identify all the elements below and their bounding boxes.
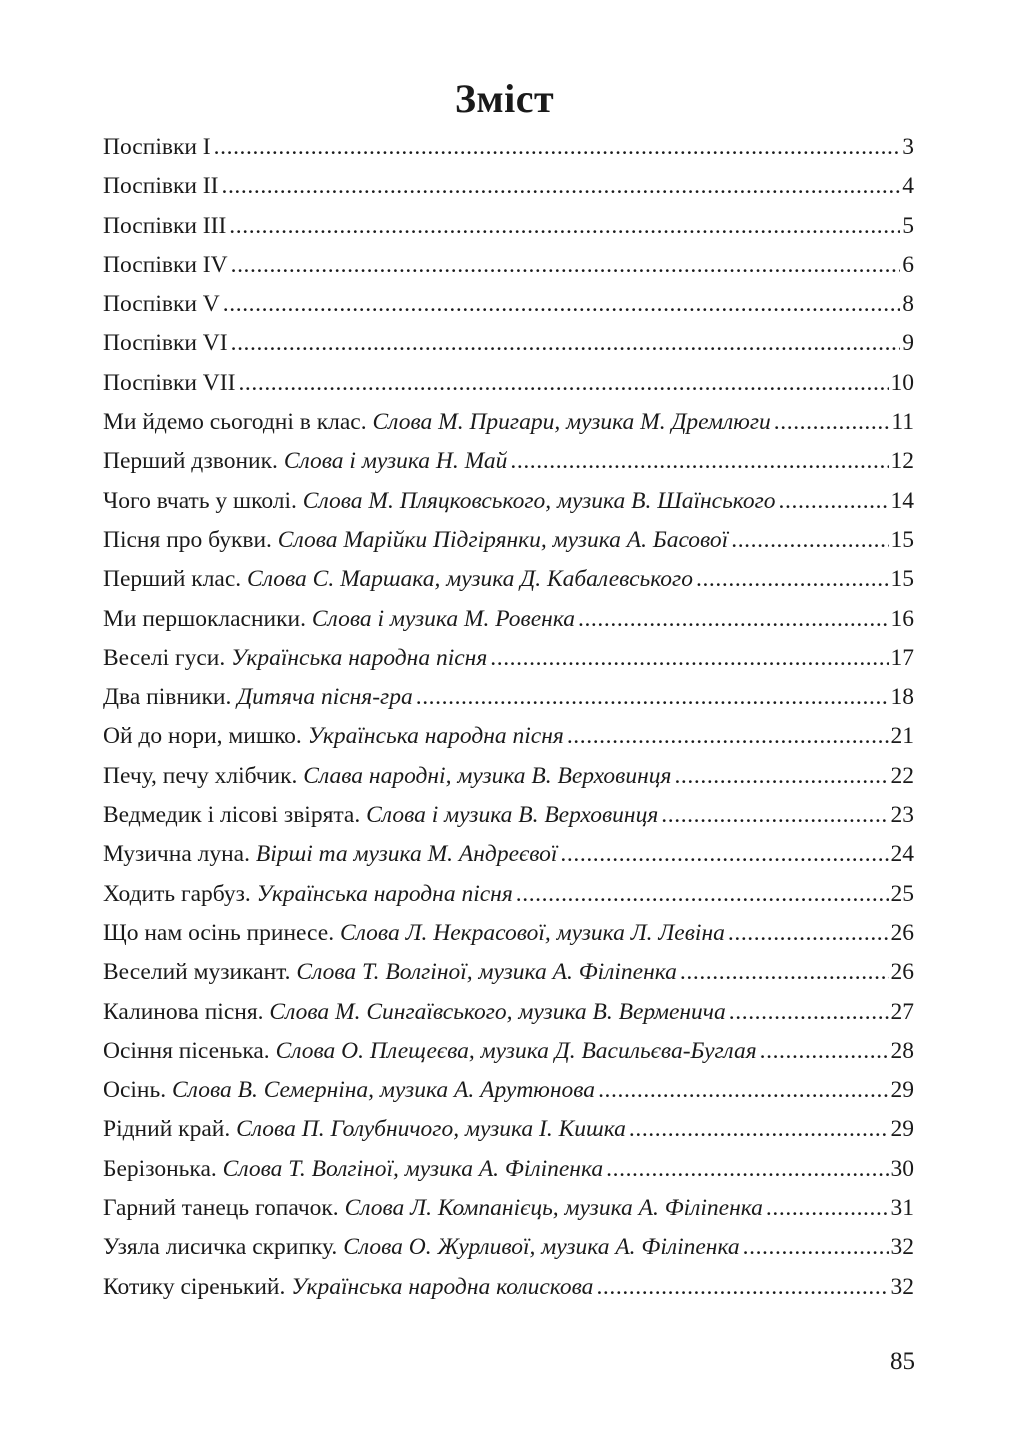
toc-entry-page: 32 <box>890 1234 914 1261</box>
toc-entry-credit: Слова Л. Компанієць, музика А. Філіпенка <box>344 1195 763 1222</box>
toc-entry-page: 10 <box>890 369 914 396</box>
toc-entry-credit: Слова С. Маршака, музика Д. Кабалевського <box>247 566 693 593</box>
toc-entry-text <box>103 207 226 246</box>
toc-entry-text <box>103 953 677 992</box>
toc-entry <box>103 560 914 599</box>
dot-leader <box>728 914 889 953</box>
toc-entry-text <box>103 442 507 481</box>
toc-entry-title: Поспівки II <box>103 173 219 200</box>
toc-entry-credit: Слова М. Пригари, музика М. Дремлюги <box>372 409 771 436</box>
toc-entry <box>103 246 914 285</box>
toc-entry-credit: Слова В. Семерніна, музика А. Арутюнова <box>171 1077 596 1104</box>
dot-leader <box>760 1032 889 1071</box>
toc-entry-title: Узяла лисичка скрипку. <box>103 1234 338 1261</box>
toc-entry-text <box>103 796 658 835</box>
toc-entry-text <box>103 1110 626 1149</box>
toc-entry-title: Ходить гарбуз. <box>103 880 251 907</box>
toc-entry-text <box>103 757 671 796</box>
toc-entry-title: Поспівки VI <box>103 330 228 357</box>
toc-entry-title: Рідний край. <box>103 1116 231 1143</box>
toc-entry <box>103 403 914 442</box>
toc-entry <box>103 678 914 717</box>
dot-leader <box>729 993 889 1032</box>
toc-entry-title: Музична луна. <box>103 841 250 868</box>
toc-entry <box>103 364 914 403</box>
toc-entry-page: 29 <box>890 1077 914 1104</box>
dot-leader <box>229 207 900 246</box>
toc-entry-text <box>103 678 413 717</box>
toc-entry-page: 14 <box>890 487 914 514</box>
toc-entry-title: Гарний танець гопачок. <box>103 1195 339 1222</box>
toc-entry <box>103 167 914 206</box>
toc-entry-title: Берізонька. <box>103 1155 217 1182</box>
toc-entry-title: Калинова пісня. <box>103 998 264 1025</box>
toc-entry-credit: Слова Т. Волгіної, музика А. Філіпенка <box>222 1155 604 1182</box>
toc-entry-credit: Слова М. Сингаївського, музика В. Верменича <box>269 998 726 1025</box>
dot-leader <box>774 403 890 442</box>
toc-entry-text <box>103 128 211 167</box>
toc-entry <box>103 442 914 481</box>
toc-entry <box>103 1071 914 1110</box>
toc-entry-credit: Слова Т. Волгіної, музика А. Філіпенка <box>296 959 677 986</box>
toc-entry-text <box>103 364 235 403</box>
dot-leader <box>578 600 889 639</box>
toc-entry <box>103 285 914 324</box>
toc-entry-text <box>103 246 228 285</box>
toc-entry-text <box>103 1228 740 1267</box>
dot-leader <box>416 678 889 717</box>
toc-entry-title: Пісня про букви. <box>103 526 272 553</box>
toc-entry-page: 32 <box>890 1273 914 1300</box>
toc-entry <box>103 796 914 835</box>
dot-leader <box>221 167 900 206</box>
toc-entry-page: 18 <box>890 684 914 711</box>
toc-entry-page: 21 <box>890 723 914 750</box>
toc-entry-credit: Українська народна колискова <box>291 1273 594 1300</box>
toc-entry-page: 26 <box>890 959 914 986</box>
toc-entry-page: 28 <box>890 1037 914 1064</box>
dot-leader <box>598 1071 888 1110</box>
toc-entry-page: 15 <box>890 526 914 553</box>
toc-entry-title: Печу, печу хлібчик. <box>103 762 298 789</box>
toc-entry-credit: Вірші та музика М. Андреєвої <box>255 841 558 868</box>
toc-entry-page: 30 <box>890 1155 914 1182</box>
toc-entry-title: Ой до нори, мишко. <box>103 723 302 750</box>
toc-entry-title: Поспівки I <box>103 134 211 160</box>
toc-entry-page: 17 <box>890 644 914 671</box>
toc-entry-credit: Слова і музика М. Ровенка <box>311 605 575 632</box>
toc-entry-page: 9 <box>902 330 914 357</box>
toc-entry-title: Поспівки III <box>103 212 227 239</box>
toc-entry-text <box>103 1268 593 1307</box>
dot-leader <box>661 796 888 835</box>
toc-entry-page: 3 <box>902 134 914 160</box>
toc-entry-credit: Українська народна пісня <box>231 644 488 671</box>
toc-entry-title: Ми йдемо сьогодні в клас. <box>103 409 367 436</box>
toc-entry-title: Веселий музикант. <box>103 959 291 986</box>
toc-entry-title: Поспівки IV <box>103 251 228 278</box>
dot-leader <box>674 757 888 796</box>
dot-leader <box>231 246 901 285</box>
toc-entry-credit: Слова М. Пляцковського, музика В. Шаїнського <box>302 487 776 514</box>
toc-entry-page: 4 <box>902 173 914 200</box>
toc-entry <box>103 835 914 874</box>
dot-leader <box>223 285 900 324</box>
toc-entry <box>103 875 914 914</box>
toc-entry-title: Котику сіренький. <box>103 1273 286 1300</box>
toc-entry-page: 16 <box>890 605 914 632</box>
toc-entry-title: Перший клас. <box>103 566 242 593</box>
toc-entry-text <box>103 600 575 639</box>
toc-entry-text <box>103 1032 757 1071</box>
toc-entry-text <box>103 639 487 678</box>
toc-entry-text <box>103 403 771 442</box>
toc-entry-title: Осінь. <box>103 1077 167 1104</box>
toc-entry-page: 29 <box>890 1116 914 1143</box>
toc-entry-text <box>103 1189 763 1228</box>
toc-entry-text <box>103 285 220 324</box>
toc-entry-credit: Слова О. Плещеєва, музика Д. Васильєва-Буглая <box>275 1037 757 1064</box>
toc-entry-credit: Слова і музика В. Верховинця <box>366 802 659 829</box>
toc-entry <box>103 1268 914 1307</box>
toc-entry-text <box>103 167 218 206</box>
toc-entry-credit: Українська народна пісня <box>256 880 513 907</box>
toc-entry-title: Поспівки VII <box>103 369 236 396</box>
table-of-contents <box>103 128 914 1307</box>
toc-entry-page: 25 <box>890 880 914 907</box>
toc-entry <box>103 953 914 992</box>
toc-entry-credit: Слава народні, музика В. Верховинця <box>303 762 672 789</box>
toc-entry-text <box>103 1150 603 1189</box>
toc-entry <box>103 1189 914 1228</box>
dot-leader <box>766 1189 889 1228</box>
toc-entry-title: Ми першокласники. <box>103 605 306 632</box>
toc-entry-page: 8 <box>902 291 914 318</box>
toc-entry-page: 26 <box>890 919 914 946</box>
dot-leader <box>629 1110 889 1149</box>
toc-entry-text <box>103 482 776 521</box>
toc-entry-credit: Слова Л. Некрасової, музика Л. Левіна <box>339 919 725 946</box>
dot-leader <box>696 560 889 599</box>
toc-entry-page: 11 <box>891 409 914 436</box>
toc-entry <box>103 914 914 953</box>
dot-leader <box>560 835 888 874</box>
page-number: 85 <box>890 1348 915 1375</box>
toc-entry-text <box>103 1071 595 1110</box>
toc-entry <box>103 1110 914 1149</box>
dot-leader <box>743 1228 889 1267</box>
toc-entry-page: 22 <box>890 762 914 789</box>
toc-entry <box>103 993 914 1032</box>
dot-leader <box>779 482 889 521</box>
toc-entry-text <box>103 560 693 599</box>
toc-entry-title: Поспівки V <box>103 291 220 318</box>
toc-entry-page: 5 <box>902 212 914 239</box>
dot-leader <box>214 128 901 167</box>
toc-entry-text <box>103 993 726 1032</box>
toc-entry-text <box>103 914 725 953</box>
toc-entry-page: 6 <box>902 251 914 278</box>
dot-leader <box>596 1268 888 1307</box>
toc-entry <box>103 1228 914 1267</box>
dot-leader <box>510 442 888 481</box>
toc-entry-title: Осіння пісенька. <box>103 1037 270 1064</box>
dot-leader <box>231 324 901 363</box>
toc-entry-title: Перший дзвоник. <box>103 448 278 475</box>
toc-entry-text <box>103 875 513 914</box>
toc-entry-page: 15 <box>890 566 914 593</box>
toc-entry-title: Два півники. <box>103 684 232 711</box>
dot-leader <box>606 1150 888 1189</box>
toc-entry-credit: Слова і музика Н. Май <box>283 448 508 475</box>
toc-entry-title: Ведмедик і лісові звірята. <box>103 802 361 829</box>
toc-entry-text <box>103 324 228 363</box>
toc-entry <box>103 521 914 560</box>
toc-entry <box>103 639 914 678</box>
toc-entry <box>103 324 914 363</box>
toc-entry-title: Що нам осінь принесе. <box>103 919 335 946</box>
toc-entry <box>103 757 914 796</box>
toc-entry-page: 24 <box>890 841 914 868</box>
toc-entry <box>103 1150 914 1189</box>
toc-entry <box>103 128 914 167</box>
toc-entry-text <box>103 717 564 756</box>
toc-entry-credit: Дитяча пісня-гра <box>237 684 413 711</box>
toc-entry <box>103 1032 914 1071</box>
toc-entry <box>103 600 914 639</box>
toc-entry-credit: Українська народна пісня <box>307 723 564 750</box>
toc-entry-title: Веселі гуси. <box>103 644 226 671</box>
toc-entry-text <box>103 835 557 874</box>
toc-entry-credit: Слова П. Голубничого, музика І. Кишка <box>236 1116 626 1143</box>
toc-entry-page: 23 <box>890 802 914 829</box>
toc-entry-page: 12 <box>890 448 914 475</box>
dot-leader <box>567 717 889 756</box>
dot-leader <box>731 521 888 560</box>
toc-entry <box>103 717 914 756</box>
dot-leader <box>490 639 888 678</box>
toc-entry-title: Чого вчать у школі. <box>103 487 297 514</box>
toc-entry-page: 27 <box>890 998 914 1025</box>
toc-entry-page: 31 <box>890 1195 914 1222</box>
toc-entry <box>103 482 914 521</box>
dot-leader <box>680 953 889 992</box>
dot-leader <box>238 364 888 403</box>
page-title: Зміст <box>454 75 555 121</box>
toc-entry <box>103 207 914 246</box>
toc-entry-credit: Слова Марійки Підгірянки, музика А. Басової <box>277 526 729 553</box>
toc-entry-credit: Слова О. Журливої, музика А. Філіпенка <box>343 1234 740 1261</box>
toc-entry-text <box>103 521 728 560</box>
dot-leader <box>516 875 889 914</box>
